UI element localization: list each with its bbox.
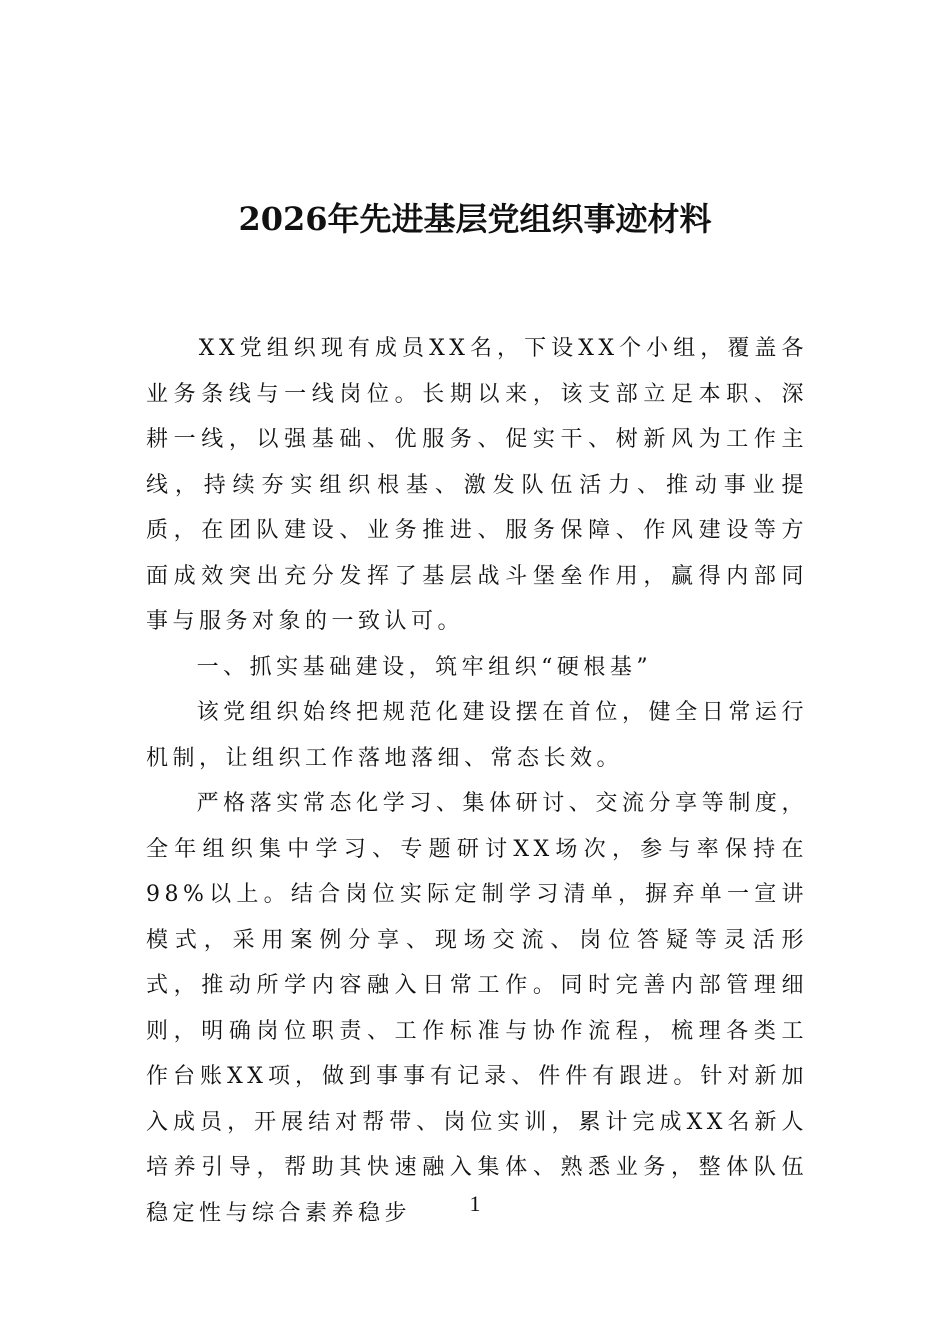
section-paragraph: 严格落实常态化学习、集体研讨、交流分享等制度，全年组织集中学习、专题研讨XX场次，参与率保持在98%以上。结合岗位实际定制学习清单，摒弃单一宣讲模式，采用案例分享、现场交流、岗位答疑等灵活形式，推动所学内容融入日常工作。同时完善内部管理细则，明确岗位职责、工作标准与协作流程，梳理各类工作台账XX项，做到事事有记录、件件有跟进。针对新加入成员，开展结对帮带、岗位实训，累计完成XX名新人培养引导，帮助其快速融入集体、熟悉业务，整体队伍稳定性与综合素养稳步: [146, 791, 808, 1226]
section-paragraph: 该党组织始终把规范化建设摆在首位，健全日常运行机制，让组织工作落地落细、常态长效。: [146, 700, 808, 771]
intro-paragraph: XX党组织现有成员XX名，下设XX个小组，覆盖各业务条线与一线岗位。长期以来，该支部立足本职、深耕一线，以强基础、优服务、促实干、树新风为工作主线，持续夯实组织根基、激发队伍活力、推动事业提质，在团队建设、业务推进、服务保障、作风建设等方面成效突出充分发挥了基层战斗堡垒作用，赢得内部同事与服务对象的一致认可。: [146, 336, 808, 634]
page-number: 1: [469, 1191, 481, 1216]
section-heading: 一、抓实基础建设，筑牢组织“硬根基”: [196, 654, 653, 680]
document-body: [146, 326, 808, 1236]
document-title: 2026年先进基层党组织事迹材料: [238, 200, 712, 238]
